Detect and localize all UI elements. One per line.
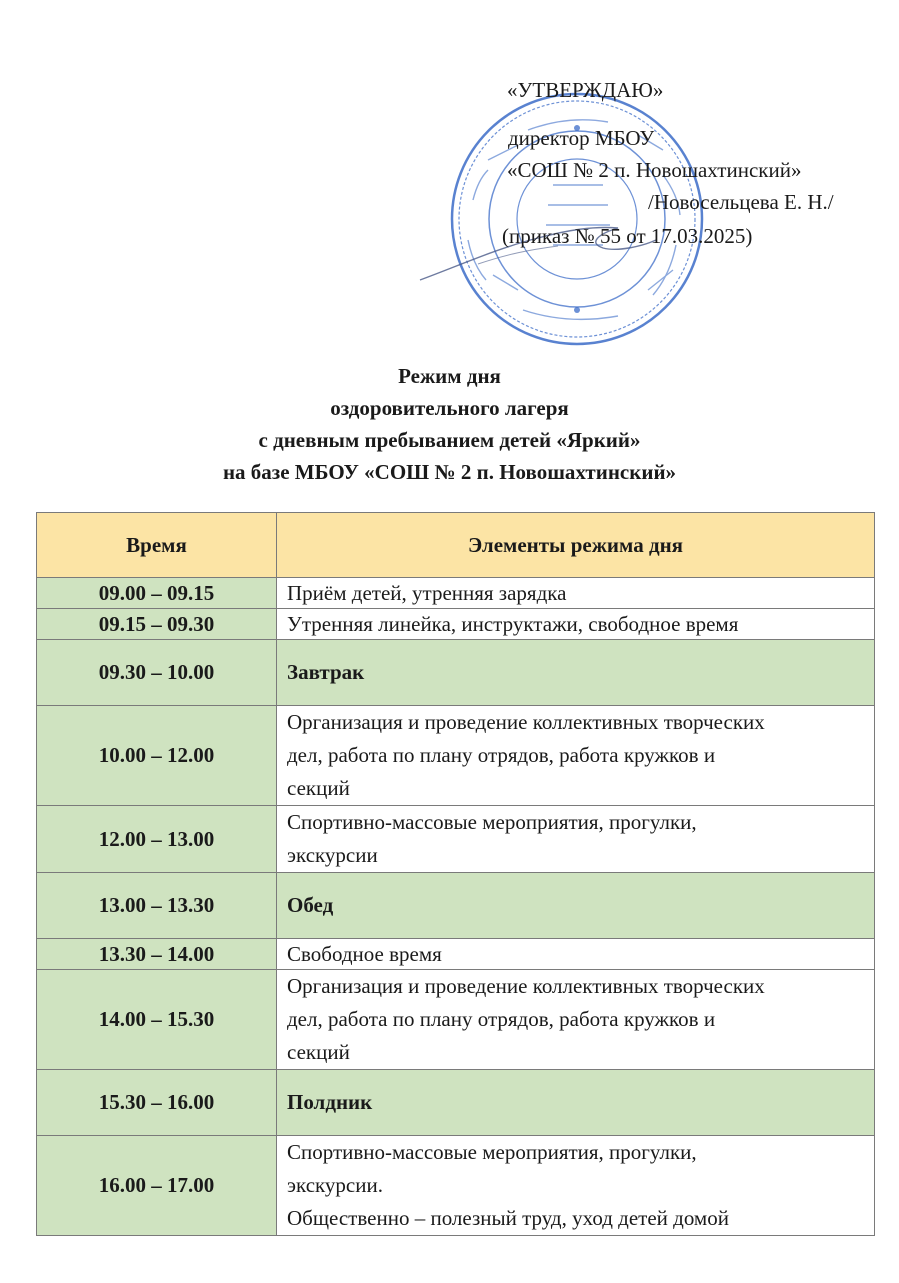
title-line-4: на базе МБОУ «СОШ № 2 п. Новошахтинский» — [222, 460, 677, 484]
activity-line: Полдник — [287, 1090, 373, 1114]
table-row — [37, 706, 875, 806]
table-row — [37, 970, 875, 1070]
activity-line: Приём детей, утренняя зарядка — [287, 581, 567, 605]
table-header-row — [37, 513, 875, 578]
activity-line: Завтрак — [287, 660, 365, 684]
activity-line: экскурсии — [287, 843, 378, 867]
time-cell: 09.30 – 10.00 — [37, 640, 277, 706]
time-cell: 09.15 – 09.30 — [37, 609, 277, 640]
approval-position: директор МБОУ — [508, 126, 655, 150]
table-row — [37, 939, 875, 970]
activity-line: Спортивно-массовые мероприятия, прогулки, — [287, 810, 697, 834]
time-cell: 10.00 – 12.00 — [37, 706, 277, 806]
activity-line: Утренняя линейка, инструктажи, свободное время — [287, 612, 739, 636]
activity-line: Организация и проведение коллективных творческих — [287, 974, 765, 998]
activity-cell — [277, 706, 875, 806]
activity-cell — [277, 1136, 875, 1236]
activity-cell — [277, 1070, 875, 1136]
time-cell: 16.00 – 17.00 — [37, 1136, 277, 1236]
approval-school: «СОШ № 2 п. Новошахтинский» — [507, 158, 802, 182]
document-title — [0, 360, 899, 488]
time-cell: 13.00 – 13.30 — [37, 873, 277, 939]
activity-cell — [277, 873, 875, 939]
activity-cell — [277, 609, 875, 640]
activity-line: дел, работа по плану отрядов, работа кружков и — [287, 1007, 716, 1031]
activity-line: секций — [287, 776, 350, 800]
activity-line: дел, работа по плану отрядов, работа кружков и — [287, 743, 716, 767]
activity-cell — [277, 640, 875, 706]
table-row — [37, 1136, 875, 1236]
table-row — [37, 578, 875, 609]
title-line-2: оздоровительного лагеря — [330, 396, 569, 420]
header-elements: Элементы режима дня — [277, 513, 875, 578]
activity-line: секций — [287, 1040, 350, 1064]
header-time: Время — [37, 513, 277, 578]
activity-line: Спортивно-массовые мероприятия, прогулки, — [287, 1140, 697, 1164]
table-row — [37, 1070, 875, 1136]
table-row — [37, 640, 875, 706]
approval-signatory: /Новосельцева Е. Н./ — [648, 190, 834, 214]
title-line-3: с дневным пребыванием детей «Яркий» — [258, 428, 641, 452]
activity-line: Общественно – полезный труд, уход детей домой — [287, 1206, 729, 1230]
time-cell: 09.00 – 09.15 — [37, 578, 277, 609]
time-cell: 12.00 – 13.00 — [37, 806, 277, 873]
activity-cell — [277, 578, 875, 609]
table-row — [37, 609, 875, 640]
activity-line: Свободное время — [287, 942, 442, 966]
schedule-table — [36, 512, 875, 1236]
activity-line: экскурсии. — [287, 1173, 383, 1197]
activity-cell — [277, 970, 875, 1070]
approval-block — [430, 78, 890, 338]
time-cell: 14.00 – 15.30 — [37, 970, 277, 1070]
activity-cell — [277, 806, 875, 873]
time-cell: 13.30 – 14.00 — [37, 939, 277, 970]
table-row — [37, 873, 875, 939]
title-line-1: Режим дня — [398, 364, 501, 388]
table-row — [37, 806, 875, 873]
time-cell: 15.30 – 16.00 — [37, 1070, 277, 1136]
activity-line: Обед — [287, 893, 334, 917]
approval-heading: «УТВЕРЖДАЮ» — [507, 78, 664, 102]
activity-cell — [277, 939, 875, 970]
approval-order: (приказ № 55 от 17.03.2025) — [502, 224, 753, 248]
activity-line: Организация и проведение коллективных творческих — [287, 710, 765, 734]
